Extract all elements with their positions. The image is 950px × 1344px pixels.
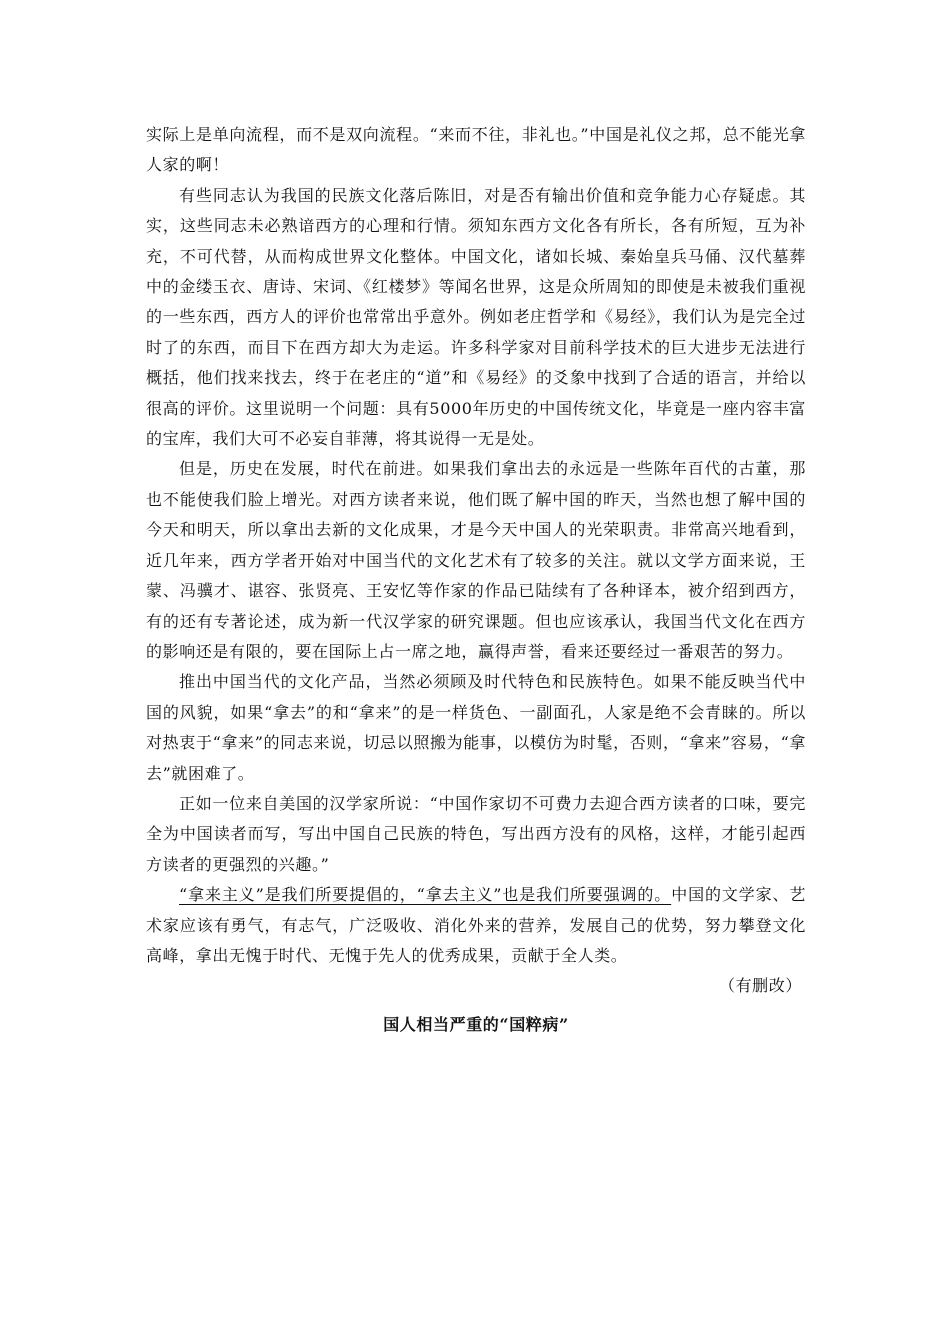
paragraph-4: 正如一位来自美国的汉学家所说：“中国作家切不可费力去迎合西方读者的口味，要完全为中国读者而写，写出中国自己民族的特色，写出西方没有的风格，这样，才能引起西方读者的更强烈的兴趣。”	[146, 793, 806, 874]
paragraph-5	[146, 880, 806, 971]
paragraph-5-rest: 中国的文学家、艺术家应该有勇气，有志气，广泛吸收、消化外来的营养，发展自己的优势，努力攀登文化高峰，拿出无愧于时代、无愧于先人的优秀成果，贡献于全人类。	[146, 885, 806, 965]
underlined-sentence: “拿来主义”是我们所要提倡的，“拿去主义”也是我们所要强调的。	[179, 885, 672, 905]
next-article-title: 国人相当严重的“国粹病”	[383, 1014, 569, 1034]
paragraph-1: 有些同志认为我国的民族文化落后陈旧，对是否有输出价值和竞争能力心存疑虑。其实，这些同志未必熟谙西方的心理和行情。须知东西方文化各有所长，各有所短，互为补充，不可代替，从而构成世界文化整体。中国文化，诸如长城、秦始皇兵马俑、汉代墓葬中的金缕玉衣、唐诗、宋词、《红楼梦》等闻名世界，这是众所周知的即使是未被我们重视的一些东西，西方人的评价也常常出乎意外。例如老庄哲学和《易经》，我们认为是完全过时了的东西，而目下在西方却大为走运。许多科学家对目前科学技术的巨大进步无法进行概括，他们找来找去，终于在老庄的“道”和《易经》的爻象中找到了合适的语言，并给以很高的评价。这里说明一个问题：具有5000年历史的中国传统文化，毕竟是一座内容丰富的宝库，我们大可不必妄自菲薄，将其说得一无是处。	[146, 185, 806, 449]
source-note: （有删改）	[718, 976, 802, 996]
paragraph-0: 实际上是单向流程，而不是双向流程。“来而不往，非礼也。”中国是礼仪之邦，总不能光拿人家的啊！	[146, 125, 806, 175]
paragraph-2: 但是，历史在发展，时代在前进。如果我们拿出去的永远是一些陈年百代的古董，那也不能使我们脸上增光。对西方读者来说，他们既了解中国的昨天，当然也想了解中国的今天和明天，所以拿出去新的文化成果，才是今天中国人的光荣职责。非常高兴地看到，近几年来，西方学者开始对中国当代的文化艺术有了较多的关注。就以文学方面来说，王蒙、冯骥才、谌容、张贤亮、王安忆等作家的作品已陆续有了各种译本，被介绍到西方，有的还有专著论述，成为新一代汉学家的研究课题。但也应该承认，我国当代文化在西方的影响还是有限的，要在国际上占一席之地，赢得声誉，看来还要经过一番艰苦的努力。	[146, 459, 806, 661]
paragraph-3: 推出中国当代的文化产品，当然必须顾及时代特色和民族特色。如果不能反映当代中国的风貌，如果“拿去”的和“拿来”的是一样货色、一副面孔，人家是绝不会青睐的。所以对热衷于“拿来”的同志来说，切忌以照搬为能事，以模仿为时髦，否则，“拿来”容易，“拿去”就困难了。	[146, 672, 806, 783]
document-page	[146, 120, 806, 1040]
